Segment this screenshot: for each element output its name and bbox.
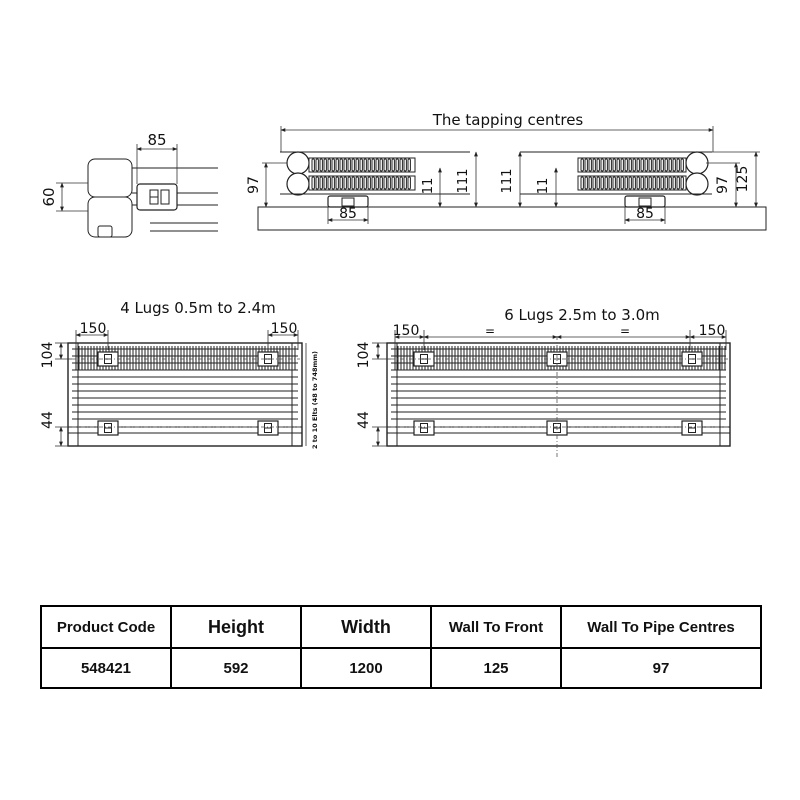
rear-large-dim-150-right: 150 <box>698 323 726 339</box>
fin <box>316 159 318 171</box>
spec-header-row <box>41 606 761 648</box>
lug <box>682 421 702 435</box>
fin <box>380 177 382 189</box>
fin <box>649 177 651 189</box>
fin <box>368 177 370 189</box>
fin <box>677 159 679 171</box>
fin <box>681 159 683 171</box>
dim-right-111: 111 <box>500 168 515 194</box>
fin <box>665 159 667 171</box>
fin <box>320 159 322 171</box>
dim-bracket-right: 85 <box>636 206 654 222</box>
dim-right-97: 97 <box>715 176 731 194</box>
header-wall-to-pipe-centres: Wall To Pipe Centres <box>561 606 761 648</box>
fin <box>312 177 314 189</box>
fin <box>388 177 390 189</box>
header-wall-to-front: Wall To Front <box>431 606 561 648</box>
fin <box>332 177 334 189</box>
fin <box>404 159 406 171</box>
fin <box>669 177 671 189</box>
value-height: 592 <box>171 648 301 688</box>
rear-small-dim-44: 44 <box>40 411 56 429</box>
fin <box>396 177 398 189</box>
fin <box>324 177 326 189</box>
fin <box>597 177 599 189</box>
dim-right-11: 11 <box>536 177 551 195</box>
fin <box>605 159 607 171</box>
fin <box>673 159 675 171</box>
fin <box>593 177 595 189</box>
rear-large-equal-1: = <box>484 324 496 338</box>
value-wall-to-front: 125 <box>431 648 561 688</box>
rear-small-dim-104: 104 <box>40 341 56 369</box>
fin <box>613 159 615 171</box>
fin <box>328 177 330 189</box>
rear-large-dim-150-left: 150 <box>392 323 420 339</box>
fin <box>645 177 647 189</box>
fin <box>364 159 366 171</box>
fin <box>364 177 366 189</box>
side-view <box>40 131 218 237</box>
fin <box>633 159 635 171</box>
fin <box>340 177 342 189</box>
fin <box>589 177 591 189</box>
fin <box>649 159 651 171</box>
dim-right-125: 125 <box>735 165 751 193</box>
fin <box>665 177 667 189</box>
spec-value-row <box>41 648 761 688</box>
fin <box>328 159 330 171</box>
fin <box>312 159 314 171</box>
fin <box>597 159 599 171</box>
lug <box>414 421 434 435</box>
fin <box>392 159 394 171</box>
fin <box>629 159 631 171</box>
fin <box>677 177 679 189</box>
fin <box>609 177 611 189</box>
fin <box>605 177 607 189</box>
fin <box>613 177 615 189</box>
fin <box>392 177 394 189</box>
fin <box>360 159 362 171</box>
rear-view-6-lugs <box>356 306 730 458</box>
header-width: Width <box>301 606 431 648</box>
fin <box>340 159 342 171</box>
rear-small-title: 4 Lugs 0.5m to 2.4m <box>120 299 276 317</box>
fin <box>657 177 659 189</box>
dim-left-97: 97 <box>246 176 262 194</box>
rear-small-side-note: 2 to 10 Elts (48 to 748mm) <box>311 350 319 450</box>
fin <box>356 159 358 171</box>
fin <box>617 159 619 171</box>
header-product-code: Product Code <box>41 606 171 648</box>
fin <box>344 177 346 189</box>
fin <box>352 159 354 171</box>
rear-small-dim-150-left: 150 <box>79 321 107 337</box>
fin <box>344 159 346 171</box>
fin <box>408 159 410 171</box>
fin <box>637 159 639 171</box>
fin <box>633 177 635 189</box>
spec-table <box>40 605 762 689</box>
fin <box>396 159 398 171</box>
rear-large-equal-2: = <box>619 324 631 338</box>
floor-slab <box>258 207 766 230</box>
fin <box>681 177 683 189</box>
fin <box>673 177 675 189</box>
fin <box>348 159 350 171</box>
fin <box>601 177 603 189</box>
header-height: Height <box>171 606 301 648</box>
fin <box>376 177 378 189</box>
fin <box>372 159 374 171</box>
fin <box>336 177 338 189</box>
fin <box>380 159 382 171</box>
fin <box>368 159 370 171</box>
fin <box>336 159 338 171</box>
fin <box>585 159 587 171</box>
front-view <box>246 111 766 230</box>
fin <box>372 177 374 189</box>
fin <box>400 159 402 171</box>
fin <box>661 177 663 189</box>
fin <box>320 177 322 189</box>
fin <box>617 177 619 189</box>
side-dim-width: 85 <box>147 131 167 149</box>
fin <box>589 159 591 171</box>
fin <box>384 177 386 189</box>
fin <box>348 177 350 189</box>
lug <box>98 421 118 435</box>
fin <box>376 159 378 171</box>
dim-left-11: 11 <box>421 177 436 195</box>
lug <box>258 421 278 435</box>
fin <box>581 177 583 189</box>
fin <box>621 177 623 189</box>
fin <box>352 177 354 189</box>
value-wall-to-pipe-centres: 97 <box>561 648 761 688</box>
fin <box>609 159 611 171</box>
fin <box>332 159 334 171</box>
fin <box>360 177 362 189</box>
fin <box>324 159 326 171</box>
rear-large-title: 6 Lugs 2.5m to 3.0m <box>504 306 660 324</box>
fin <box>661 159 663 171</box>
fin <box>625 177 627 189</box>
value-product-code: 548421 <box>41 648 171 688</box>
tapping-centres-label: The tapping centres <box>432 111 584 129</box>
rear-large-dim-104: 104 <box>356 341 372 369</box>
fin <box>657 159 659 171</box>
fin <box>408 177 410 189</box>
fin <box>400 177 402 189</box>
fin <box>384 159 386 171</box>
fin <box>653 177 655 189</box>
value-width: 1200 <box>301 648 431 688</box>
fin <box>388 159 390 171</box>
fin <box>621 159 623 171</box>
dim-left-111: 111 <box>456 168 471 194</box>
fin <box>601 159 603 171</box>
side-dim-height: 60 <box>40 187 58 207</box>
fin <box>637 177 639 189</box>
dim-bracket-left: 85 <box>339 206 357 222</box>
fin <box>316 177 318 189</box>
fin <box>625 159 627 171</box>
fin <box>581 159 583 171</box>
fin <box>645 159 647 171</box>
fin <box>669 159 671 171</box>
fin <box>585 177 587 189</box>
fin <box>641 177 643 189</box>
fin <box>653 159 655 171</box>
fin <box>404 177 406 189</box>
fin <box>641 159 643 171</box>
fin <box>593 159 595 171</box>
rear-large-dim-44: 44 <box>356 411 372 429</box>
rear-view-4-lugs <box>40 299 319 449</box>
fin <box>629 177 631 189</box>
fin <box>356 177 358 189</box>
rear-small-dim-150-right: 150 <box>270 321 298 337</box>
